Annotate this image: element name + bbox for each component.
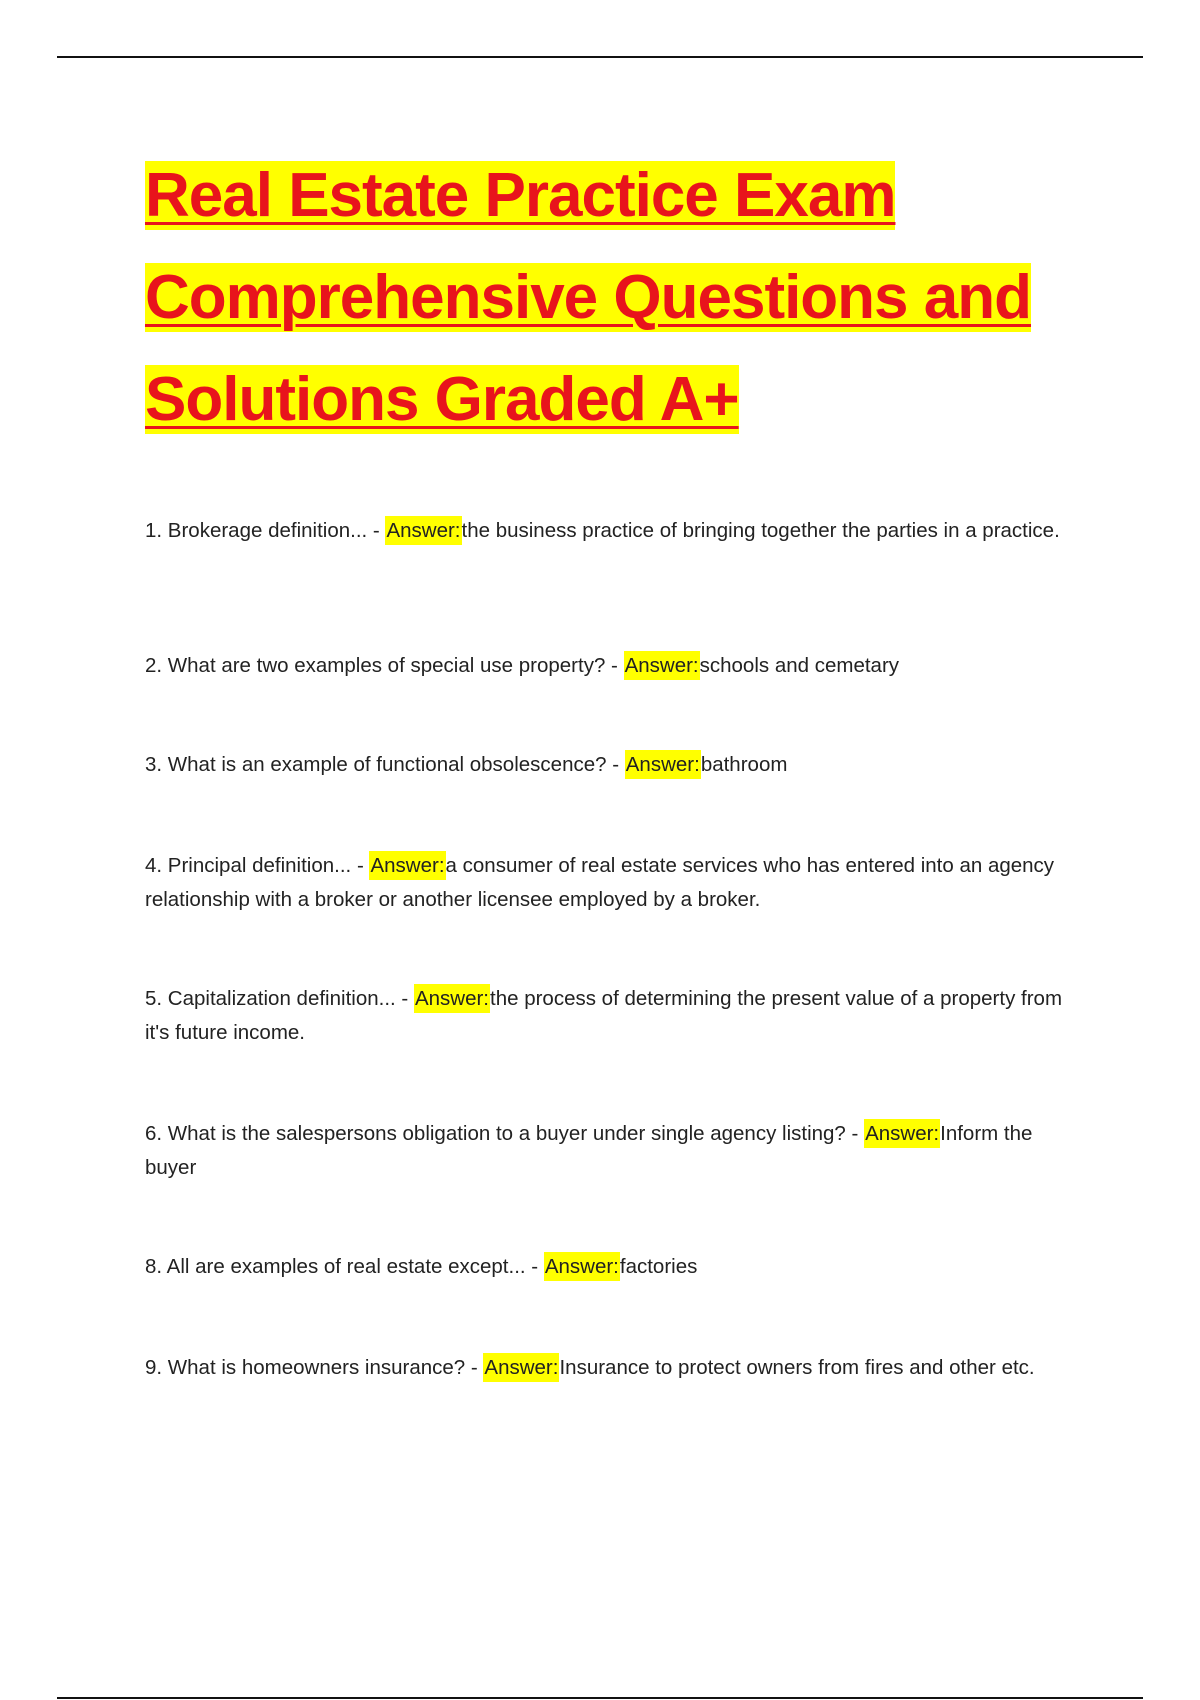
document-title bbox=[145, 145, 1095, 451]
question-text: 5. Capitalization definition... - bbox=[145, 987, 414, 1010]
question-text: 2. What are two examples of special use property? - bbox=[145, 654, 624, 677]
qa-item-7 bbox=[145, 1250, 1075, 1284]
title-line-1-text: Real Estate Practice Exam bbox=[145, 161, 896, 230]
answer-text: Insurance to protect owners from fires and other etc. bbox=[559, 1356, 1035, 1379]
answer-text: bathroom bbox=[700, 753, 788, 776]
qa-item-4 bbox=[145, 849, 1075, 917]
qa-item-5 bbox=[145, 982, 1075, 1050]
qa-item-2 bbox=[145, 649, 1075, 683]
answer-text: the business practice of bringing together the parties in a practice. bbox=[461, 519, 1060, 542]
bottom-rule bbox=[57, 1697, 1143, 1699]
answer-label: Answer: bbox=[483, 1353, 559, 1382]
answer-label: Answer: bbox=[414, 984, 490, 1013]
answer-label: Answer: bbox=[544, 1252, 620, 1281]
title-line-3-text: Solutions Graded A+ bbox=[145, 365, 739, 434]
title-line-1 bbox=[145, 145, 1095, 247]
top-rule bbox=[57, 56, 1143, 58]
question-text: 4. Principal definition... - bbox=[145, 854, 370, 877]
qa-item-8 bbox=[145, 1351, 1075, 1419]
answer-text: Inform the buyer bbox=[145, 1122, 1033, 1179]
title-line-2-text: Comprehensive Questions and bbox=[145, 263, 1031, 332]
answer-label: Answer: bbox=[625, 750, 701, 779]
answer-text: schools and cemetary bbox=[699, 654, 900, 677]
answer-label: Answer: bbox=[369, 851, 445, 880]
title-line-2 bbox=[145, 247, 1095, 349]
question-text: 6. What is the salespersons obligation to a buyer under single agency listing? - bbox=[145, 1122, 865, 1145]
question-text: 3. What is an example of functional obsolescence? - bbox=[145, 753, 625, 776]
answer-text: factories bbox=[619, 1255, 698, 1278]
qa-item-3 bbox=[145, 748, 1075, 782]
qa-item-1 bbox=[145, 514, 1075, 582]
question-answer-list bbox=[145, 514, 1075, 1419]
question-text: 9. What is homeowners insurance? - bbox=[145, 1356, 484, 1379]
answer-label: Answer: bbox=[864, 1119, 940, 1148]
answer-text: a consumer of real estate services who has entered into an agency relationship with a broker or another licensee employed by a broker. bbox=[145, 854, 1055, 911]
answer-text: the process of determining the present value of a property from it's future income. bbox=[145, 987, 1063, 1044]
title-line-3 bbox=[145, 349, 1095, 451]
qa-item-6 bbox=[145, 1117, 1075, 1185]
question-text: 8. All are examples of real estate except... - bbox=[145, 1255, 544, 1278]
question-text: 1. Brokerage definition... - bbox=[145, 519, 386, 542]
answer-label: Answer: bbox=[624, 651, 700, 680]
answer-label: Answer: bbox=[385, 516, 461, 545]
